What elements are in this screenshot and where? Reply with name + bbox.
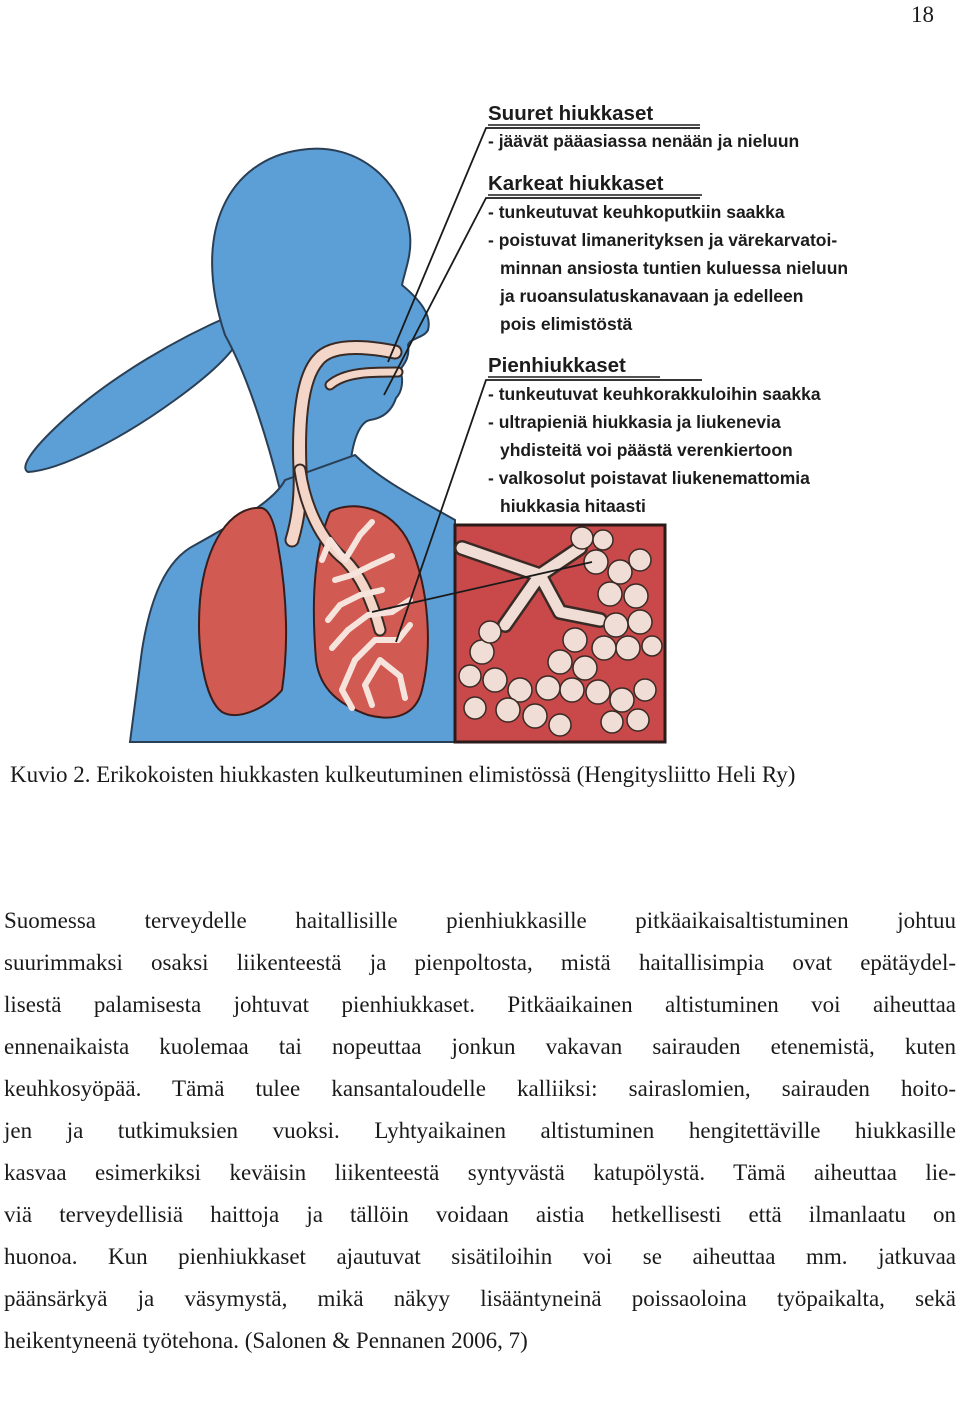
label-karkeat-line-4: ja ruoansulatuskanavaan ja edelleen xyxy=(500,286,804,306)
page-number: 18 xyxy=(911,2,934,27)
label-suuret-line-1: - jäävät pääasiassa nenään ja nieluun xyxy=(488,131,800,151)
label-pien-line-4: - valkosolut poistavat liukenemattomia xyxy=(488,468,810,488)
label-karkeat-line-2: - poistuvat limanerityksen ja värekarvatoi- xyxy=(488,230,838,250)
body-line: keuhkosyöpää. Tämä tulee kansantaloudelle kalliiksi: sairaslomien, sairauden hoito- xyxy=(4,1076,956,1101)
alveoli-inset xyxy=(455,525,665,742)
heading-underlines xyxy=(488,125,702,377)
label-karkeat-line-5: pois elimistöstä xyxy=(500,314,633,334)
label-karkeat-line-3: minnan ansiosta tuntien kuluessa nieluun xyxy=(500,258,849,278)
body-line: huonoa. Kun pienhiukkaset ajautuvat sisätiloihin voi se aiheuttaa mm. jatkuvaa xyxy=(4,1244,956,1269)
figure-labels xyxy=(488,102,848,516)
label-pienhiukkaset-heading: Pienhiukkaset xyxy=(488,354,626,377)
body-line: viä terveydellisiä haittoja ja tällöin voidaan aistia hetkellisesti että ilmanlaatu on xyxy=(4,1202,956,1227)
label-pien-line-2: - ultrapieniä hiukkasia ja liukenevia xyxy=(488,412,781,432)
body-line: kasvaa esimerkiksi keväisin liikenteestä syntyvästä katupölystä. Tämä aiheuttaa lie- xyxy=(4,1160,956,1185)
label-karkeat-heading: Karkeat hiukkaset xyxy=(488,172,664,195)
label-suuret-heading: Suuret hiukkaset xyxy=(488,102,654,125)
head xyxy=(212,149,429,490)
body-line: ennenaikaista kuolemaa tai nopeuttaa jonkun vakavan sairauden etenemistä, kuten xyxy=(4,1034,956,1059)
body-line: suurimmaksi osaksi liikenteestä ja pienpoltosta, mistä haitallisimpia ovat epätäydel- xyxy=(4,950,956,975)
body-line: lisestä palamisesta johtuvat pienhiukkaset. Pitkäaikainen altistuminen voi aiheuttaa xyxy=(4,992,956,1017)
figure-caption: Kuvio 2. Erikokoisten hiukkasten kulkeutuminen elimistössä (Hengitysliitto Heli Ry) xyxy=(10,762,796,787)
body-paragraph xyxy=(4,900,956,1362)
label-pien-line-3: yhdisteitä voi päästä verenkiertoon xyxy=(500,440,793,460)
ponytail xyxy=(25,315,232,472)
body-line: heikentyneenä työtehona. (Salonen & Pennanen 2006, 7) xyxy=(4,1328,528,1353)
body-line: jen ja tutkimuksien vuoksi. Lyhtyaikainen altistuminen hengitettäville hiukkasille xyxy=(4,1118,956,1143)
label-karkeat-line-1: - tunkeutuvat keuhkoputkiin saakka xyxy=(488,202,785,222)
label-pien-line-1: - tunkeutuvat keuhkorakkuloihin saakka xyxy=(488,384,821,404)
body-line: päänsärkyä ja väsymystä, mikä näkyy lisääntyneinä poissaoloina työpaikalta, sekä xyxy=(4,1286,956,1311)
body-line: Suomessa terveydelle haitallisille pienhiukkasille pitkäaikaisaltistuminen johtuu xyxy=(4,908,956,933)
label-pien-line-5: hiukkasia hitaasti xyxy=(500,496,646,516)
